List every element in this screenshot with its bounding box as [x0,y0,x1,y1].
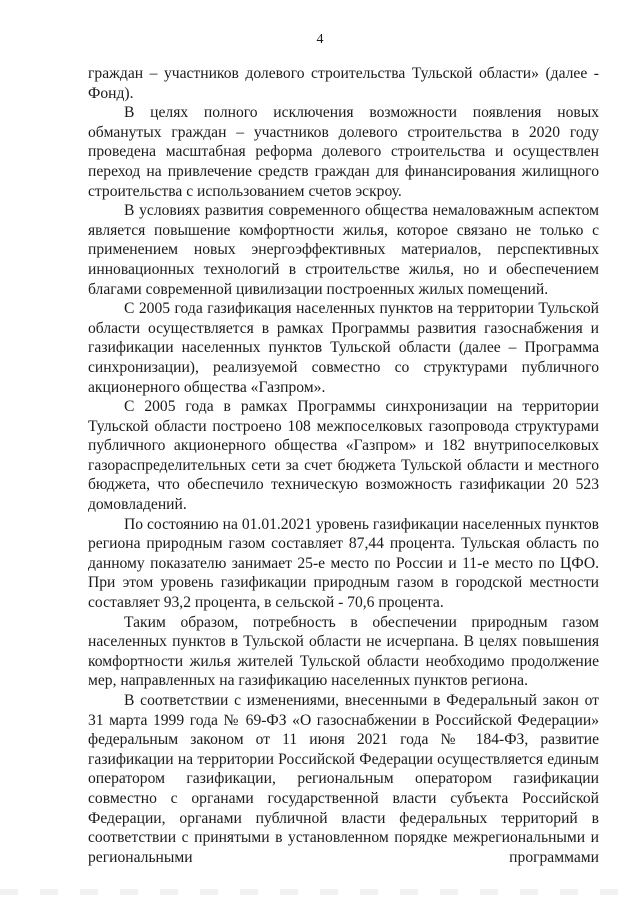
paragraph-7: Таким образом, потребность в обеспечении природным газом населенных пунктов в Тульской области не исчерпана. В целях повышения комфортности жилья жителей Тульской области необходимо продолжение мер, направленных на газификацию населенных пунктов региона. [88,613,599,690]
scan-artifact-strip [0,889,640,895]
paragraph-4: С 2005 года газификация населенных пунктов на территории Тульской области осуществляется в рамках Программы развития газоснабжения и газификации населенных пунктов Тульской области (далее – Программа синхронизации), реализуемой совместно со структурами публичного акционерного общества «Газпром». [88,300,599,396]
paragraph-5: С 2005 года в рамках Программы синхронизации на территории Тульской области построено 108 межпоселковых газопровода структурами публичного акционерного общества «Газпром» и 182 внутрипоселковых газораспределительных сети за счет бюджета Тульской области и местного бюджета, что обеспечило техническую возможность газификации 20 523 домовладений. [88,398,599,514]
paragraph-3: В условиях развития современного общества немаловажным аспектом является повышение комфортности жилья, которое связано не только с применением новых энергоэффективных материалов, перспективных инновационных технологий в строительстве жилья, но и обеспечением благами современной цивилизации построенных жилых помещений. [88,202,599,298]
paragraph-8: В соответствии с изменениями, внесенными в Федеральный закон от 31 марта 1999 года № 69-ФЗ «О газоснабжении в Российской Федерации» федеральным законом от 11 июня 2021 года № 184-ФЗ, развитие газификации на территории Российской Федерации осуществляется единым оператором газификации, региональным оператором газификации совместно с органами государственной власти субъекта Российской Федерации, органами публичной власти федеральных территорий в соответствии с принятыми в установленном порядке межрегиональными и региональными программами [88,692,599,866]
document-body [88,64,599,867]
page-number: 4 [316,32,324,47]
paragraph-6: По состоянию на 01.01.2021 уровень газификации населенных пунктов региона природным газом составляет 87,44 процента. Тульская область по данному показателю занимает 25-е место по России и 11-е место по ЦФО. При этом уровень газификации природным газом в городской местности составляет 93,2 процента, в сельской - 70,6 процента. [88,515,599,612]
paragraph-1: граждан – участников долевого строительства Тульской области» (далее - Фонд). [88,65,599,102]
paragraph-2: В целях полного исключения возможности появления новых обманутых граждан – участников долевого строительства в 2020 году проведена масштабная реформа долевого строительства и осуществлен переход на привлечение средств граждан для финансирования жилищного строительства с использованием счетов эскроу. [88,104,599,200]
